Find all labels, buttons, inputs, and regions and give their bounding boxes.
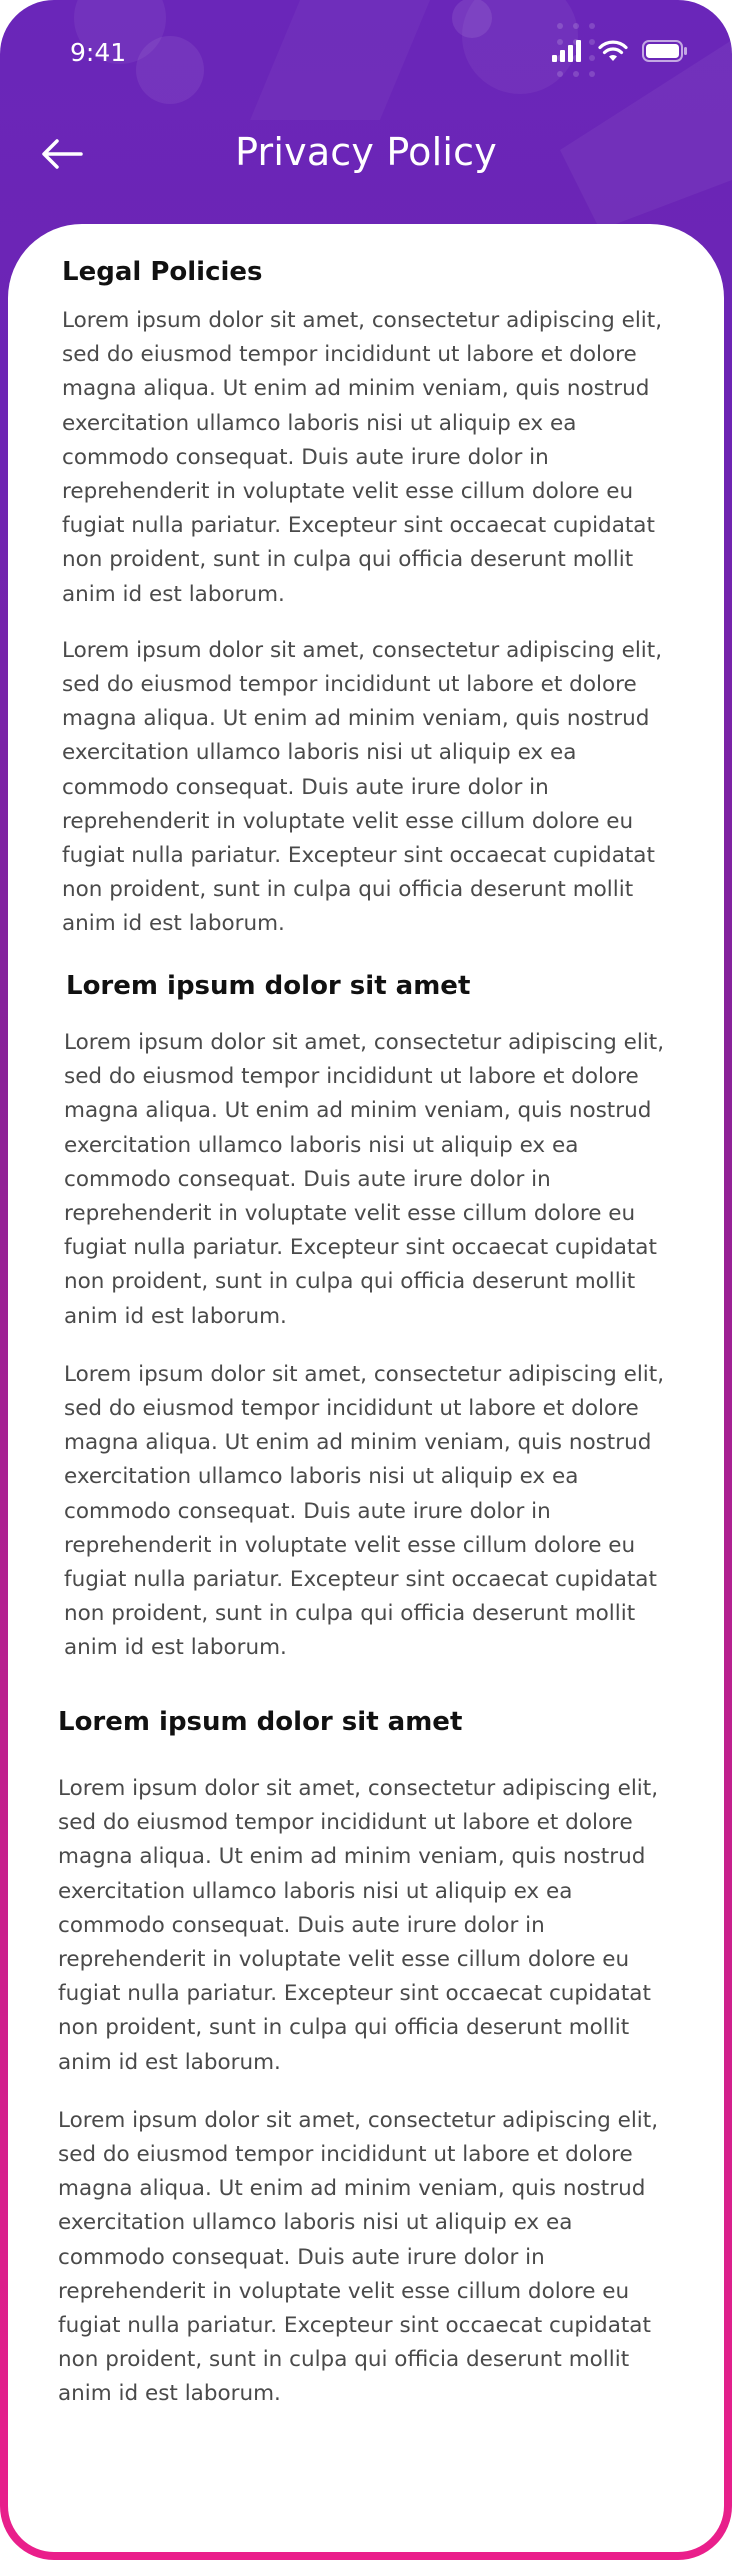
wifi-icon: [598, 40, 628, 62]
policy-paragraph: Lorem ipsum dolor sit amet, consectetur adipiscing elit, sed do eiusmod tempor incididunt ut labore et dolore magna aliqua. Ut enim ad minim veniam, quis nostrud exercitation ullamco laboris nisi ut aliquip ex ea commodo consequat. Duis aute irure dolor in reprehenderit in voluptate velit esse cillum dolore eu fugiat nulla pariatur. Excepteur sint occaecat cupidatat non proident, sunt in culpa qui officia deserunt mollit anim id est laborum.: [62, 637, 663, 937]
policy-paragraph: Lorem ipsum dolor sit amet, consectetur adipiscing elit, sed do eiusmod tempor incididunt ut labore et dolore magna aliqua. Ut enim ad minim veniam, quis nostrud exercitation ullamco laboris nisi ut aliquip ex ea commodo consequat. Duis aute irure dolor in reprehenderit in voluptate velit esse cillum dolore eu fugiat nulla pariatur. Excepteur sint occaecat cupidatat non proident, sunt in culpa qui officia deserunt mollit anim id est laborum.: [64, 1030, 665, 1329]
status-time: 9:41: [70, 38, 127, 67]
policy-paragraph: Lorem ipsum dolor sit amet, consectetur adipiscing elit, sed do eiusmod tempor incididunt ut labore et dolore magna aliqua. Ut enim ad minim veniam, quis nostrud exercitation ullamco laboris nisi ut aliquip ex ea commodo consequat. Duis aute irure dolor in reprehenderit in voluptate velit esse cillum dolore eu fugiat nulla pariatur. Excepteur sint occaecat cupidatat non proident, sunt in culpa qui officia deserunt mollit anim id est laborum.: [64, 1361, 665, 1661]
policy-section: [8, 254, 724, 942]
policy-section: [8, 968, 724, 1666]
policy-paragraph: Lorem ipsum dolor sit amet, consectetur adipiscing elit, sed do eiusmod tempor incididunt ut labore et dolore magna aliqua. Ut enim ad minim veniam, quis nostrud exercitation ullamco laboris nisi ut aliquip ex ea commodo consequat. Duis aute irure dolor in reprehenderit in voluptate velit esse cillum dolore eu fugiat nulla pariatur. Excepteur sint occaecat cupidatat non proident, sunt in culpa qui officia deserunt mollit anim id est laborum.: [58, 2107, 659, 2407]
section-heading: Legal Policies: [62, 257, 263, 287]
content-card: [8, 224, 724, 2552]
policy-paragraph: Lorem ipsum dolor sit amet, consectetur adipiscing elit, sed do eiusmod tempor incididunt ut labore et dolore magna aliqua. Ut enim ad minim veniam, quis nostrud exercitation ullamco laboris nisi ut aliquip ex ea commodo consequat. Duis aute irure dolor in reprehenderit in voluptate velit esse cillum dolore eu fugiat nulla pariatur. Excepteur sint occaecat cupidatat non proident, sunt in culpa qui officia deserunt mollit anim id est laborum.: [58, 1776, 659, 2075]
status-bar: [0, 0, 732, 100]
policy-section: [8, 1704, 724, 2412]
section-heading: Lorem ipsum dolor sit amet: [58, 1707, 463, 1737]
battery-icon: [642, 40, 688, 62]
status-icons: [552, 40, 688, 62]
section-heading: Lorem ipsum dolor sit amet: [66, 971, 471, 1001]
page-title: Privacy Policy: [235, 130, 497, 174]
signal-icon: [552, 40, 584, 62]
policy-paragraph: Lorem ipsum dolor sit amet, consectetur adipiscing elit, sed do eiusmod tempor incididunt ut labore et dolore magna aliqua. Ut enim ad minim veniam, quis nostrud exercitation ullamco laboris nisi ut aliquip ex ea commodo consequat. Duis aute irure dolor in reprehenderit in voluptate velit esse cillum dolore eu fugiat nulla pariatur. Excepteur sint occaecat cupidatat non proident, sunt in culpa qui officia deserunt mollit anim id est laborum.: [62, 308, 663, 607]
